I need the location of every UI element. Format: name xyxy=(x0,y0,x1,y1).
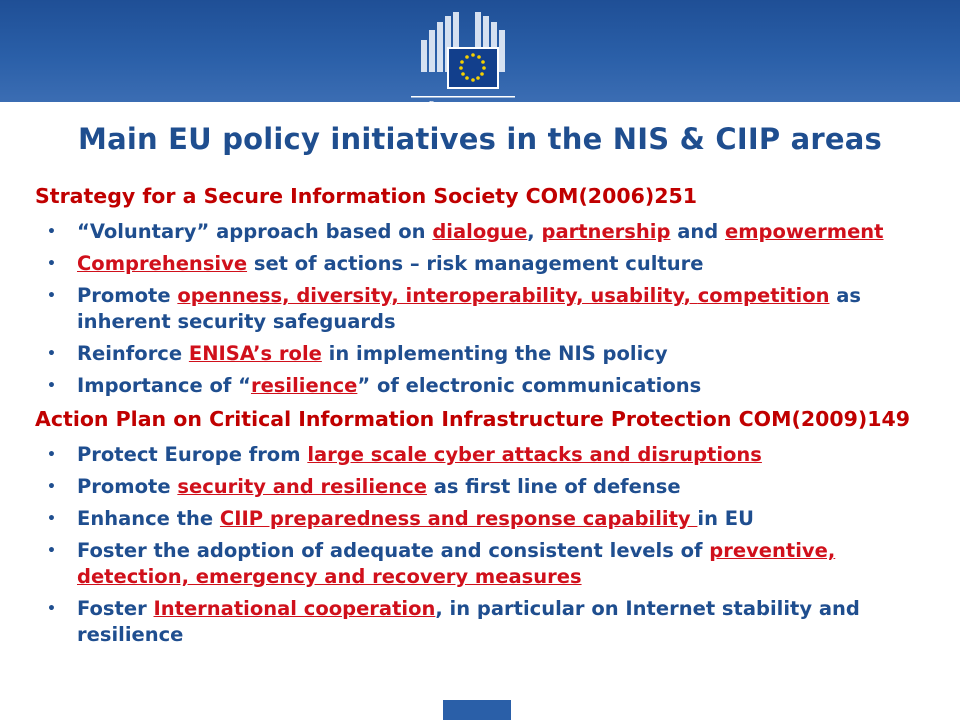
section-heading: Strategy for a Secure Information Society COM(2006)251 xyxy=(35,184,698,208)
emphasis-text: dialogue xyxy=(432,220,528,243)
bullet-text: Protect Europe from xyxy=(77,443,308,466)
bullet-item xyxy=(35,596,935,648)
bullet-item xyxy=(35,538,935,590)
bullet-text: Enhance the xyxy=(77,507,220,530)
bullet-text: Reinforce xyxy=(77,342,189,365)
commission-building-icon xyxy=(403,0,523,122)
european-commission-logo xyxy=(403,0,523,122)
bullet-item xyxy=(35,341,935,367)
bullet-dot-icon: • xyxy=(47,378,56,394)
emphasis-text: preventive, detection, emergency and recovery measures xyxy=(77,539,836,588)
bullet-text: “Voluntary” approach based on xyxy=(77,220,433,243)
content-area xyxy=(35,182,935,654)
bullet-item xyxy=(35,251,935,277)
emphasis-text: competition xyxy=(697,284,830,307)
bullet-text: Foster the adoption of adequate and consistent levels of xyxy=(77,539,710,562)
bullet-item xyxy=(35,506,935,532)
bullet-text: in implementing the NIS policy xyxy=(321,342,668,365)
emphasis-text: partnership xyxy=(541,220,671,243)
logo-text-line1: European xyxy=(429,99,462,108)
bullet-list xyxy=(35,442,935,648)
emphasis-text: large scale cyber attacks and disruptions xyxy=(307,443,762,466)
bullet-dot-icon: • xyxy=(47,511,56,527)
bullet-text: set of actions – risk management culture xyxy=(247,252,704,275)
emphasis-text: International cooperation xyxy=(153,597,436,620)
emphasis-text: openness, diversity, interoperability, usability xyxy=(177,284,684,307)
bullet-text: Foster xyxy=(77,597,154,620)
bullet-text: as first line of defense xyxy=(426,475,681,498)
emphasis-text: CIIP preparedness and response capability xyxy=(219,507,698,530)
page-title: Main EU policy initiatives in the NIS & CIIP areas xyxy=(78,122,882,156)
bullet-text: , in particular on Internet stability and resilience xyxy=(77,597,860,646)
bullet-text: in EU xyxy=(697,507,754,530)
emphasis-text: resilience xyxy=(250,374,358,397)
emphasis-text: empowerment xyxy=(725,220,884,243)
logo-text-line2: Commission xyxy=(429,108,471,117)
bullet-text: as inherent security safeguards xyxy=(77,284,862,333)
bullet-text: Promote xyxy=(77,284,178,307)
bullet-item xyxy=(35,442,935,468)
bullet-text: Importance of “ xyxy=(77,374,251,397)
bullet-list xyxy=(35,219,935,399)
footer-accent-block xyxy=(443,700,511,720)
bullet-item xyxy=(35,283,935,335)
bullet-dot-icon: • xyxy=(47,601,56,617)
bullet-dot-icon: • xyxy=(47,447,56,463)
bullet-text: , xyxy=(527,220,542,243)
bullet-dot-icon: • xyxy=(47,256,56,272)
bullet-dot-icon: • xyxy=(47,224,56,240)
bullet-item xyxy=(35,474,935,500)
bullet-item xyxy=(35,219,935,245)
emphasis-text: , xyxy=(683,284,698,307)
emphasis-text: security and resilience xyxy=(177,475,427,498)
bullet-text: and xyxy=(670,220,725,243)
bullet-text: ” of electronic communications xyxy=(357,374,702,397)
bullet-dot-icon: • xyxy=(47,346,56,362)
bullet-text: Promote xyxy=(77,475,178,498)
bullet-dot-icon: • xyxy=(47,479,56,495)
emphasis-text: Comprehensive xyxy=(77,252,248,275)
section-heading: Action Plan on Critical Information Infrastructure Protection COM(2009)149 xyxy=(35,407,911,431)
bullet-dot-icon: • xyxy=(47,543,56,559)
bullet-dot-icon: • xyxy=(47,288,56,304)
emphasis-text: ENISA’s role xyxy=(188,342,322,365)
bullet-item xyxy=(35,373,935,399)
